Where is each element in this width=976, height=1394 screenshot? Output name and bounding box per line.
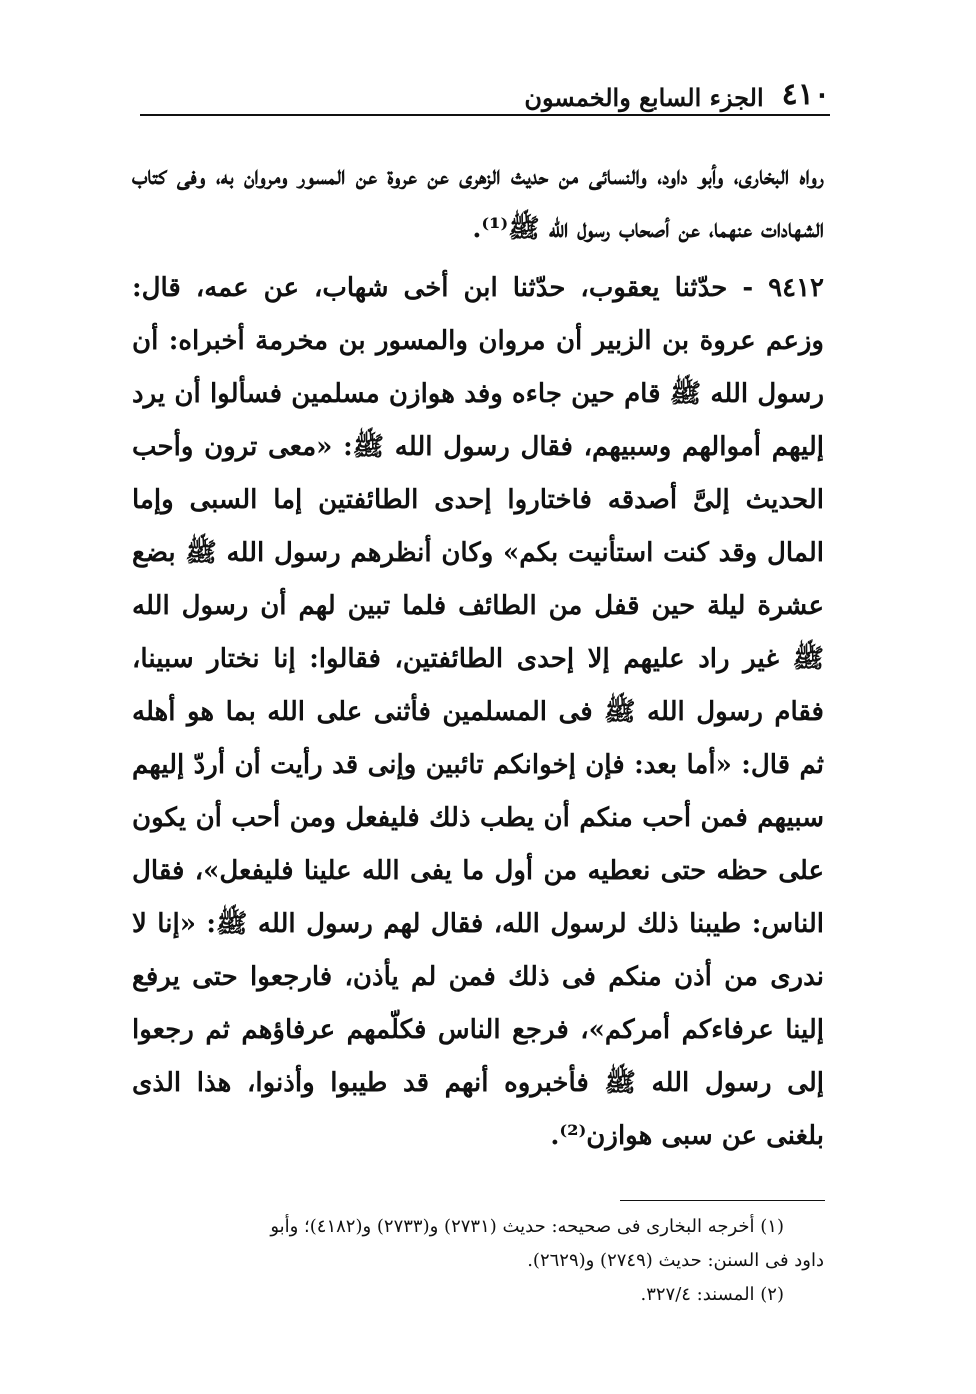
hadith-number: ٩٤١٢ (768, 273, 825, 303)
footnote-1-line-1: (١) أخرجه البخارى فى صحيحه: حديث (٢٧٣١) و(٢٧٣٣) و(٤١٨٢)؛ وأبو (270, 1216, 784, 1237)
paragraph-1-text: رواه البخارى، وأبو داود، والنسائى من حديث الزهرى عن عروة عن المسور ومروان به، وفى كتاب الشهادات عنهما، عن أصحاب رسول الله ﷺ⁽¹⁾. (132, 161, 824, 244)
paragraph-2-wrapper (132, 262, 824, 1163)
paragraph-2 (132, 262, 824, 1163)
footnote-divider (620, 1200, 825, 1201)
page-header (140, 72, 830, 112)
main-text (132, 150, 824, 1169)
page-number: ٤١٠ (781, 77, 830, 112)
paragraph-1 (132, 150, 824, 256)
paragraph-2-text: - حدّثنا يعقوب، حدّثنا ابن أخى شهاب، عن عمه، قال: وزعم عروة بن الزبير أن مروان والمسور بن مخرمة أخبراه: أن رسول الله ﷺ قام حين جاءه وفد هوازن مسلمين فسألوا أن يرد إليهم أموالهم وسبيهم، فقال رسول الله ﷺ: «معى ترون وأحب الحديث إلىَّ أصدقه فاختاروا إحدى الطائفتين إما السبى وإما المال وقد كنت استأنيت بكم» وكان أنظرهم رسول الله ﷺ بضع عشرة ليلة حين قفل من الطائف فلما تبين لهم أن رسول الله ﷺ غير راد عليهم إلا إحدى الطائفتين، فقالوا: إنا نختار سبينا، فقام رسول الله ﷺ فى المسلمين فأثنى على الله بما هو أهله ثم قال: «أما بعد: فإن إخوانكم تائبين وإنى قد رأيت أن أردّ إليهم سبيهم فمن أحب منكم أن يطب ذلك فليفعل ومن أحب أن يكون على حظه حتى نعطيه من أول ما يفى الله علينا فليفعل»، فقال الناس: طيبنا ذلك لرسول الله، فقال لهم رسول الله ﷺ: «إنا لا ندرى من أذن منكم فى ذلك فمن لم يأذن، فارجعوا حتى يرفع إلينا عرفاءكم أمركم»، فرجع الناس فكلّمهم عرفاؤهم ثم رجعوا إلى رسول الله ﷺ فأخبروه أنهم قد طيبوا وأذنوا، هذا الذى بلغنى عن سبى هوازن⁽²⁾. (132, 273, 824, 1151)
footnote-1-line-2: داود فى السنن: حديث (٢٧٤٩) و(٢٦٢٩). (527, 1250, 824, 1271)
footnote-2: (٢) المسند: ٣٢٧/٤. (640, 1284, 784, 1305)
footnotes (132, 1210, 824, 1312)
header-divider (140, 114, 830, 116)
part-title: الجزء السابع والخمسون (524, 83, 764, 112)
